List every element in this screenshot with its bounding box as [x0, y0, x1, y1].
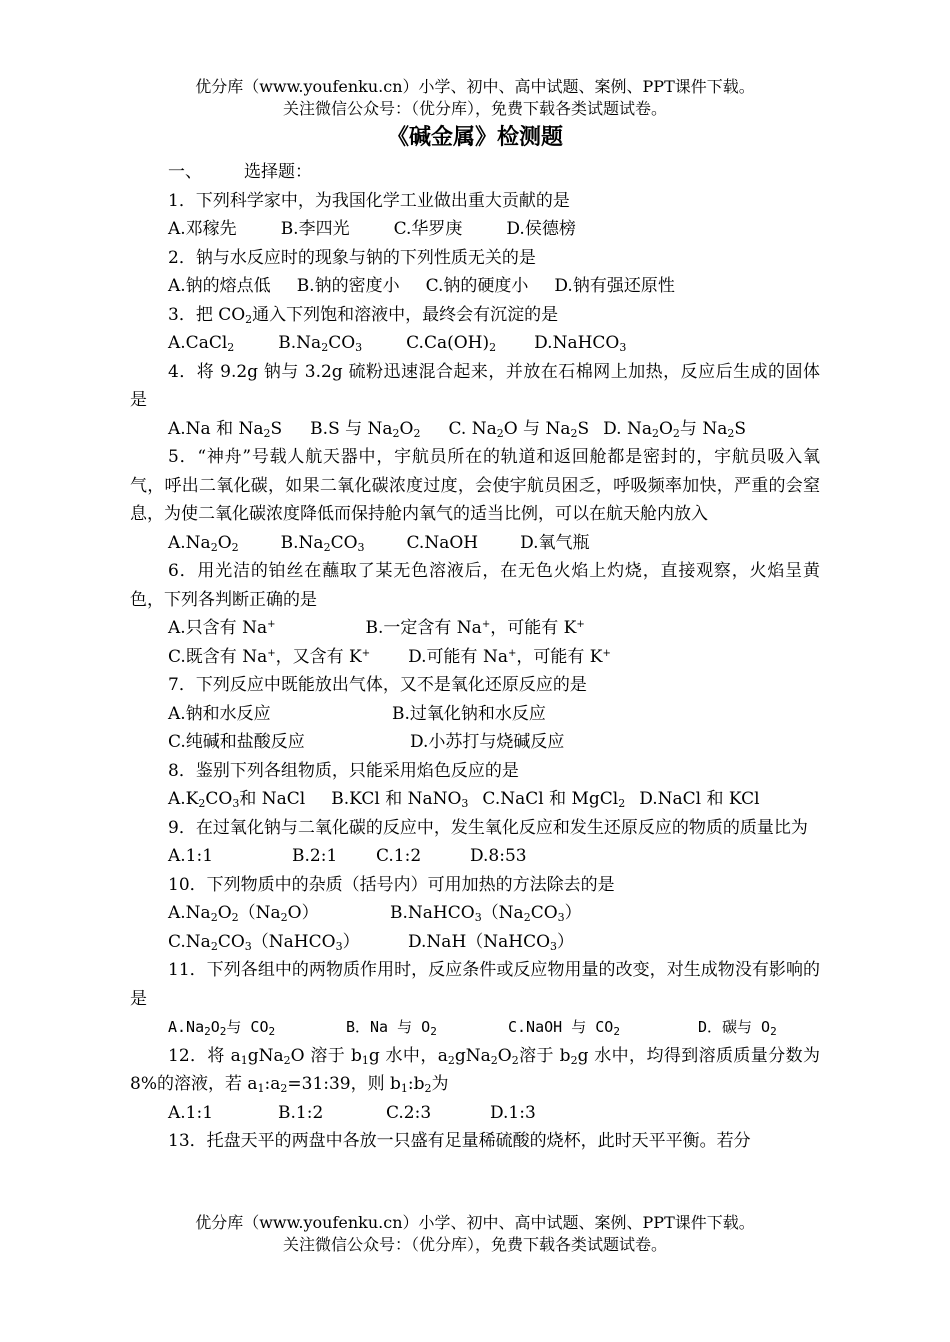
- options-5: $A.Na_2O_2$ $B.Na_2CO_3$ C.NaOH D.氧气瓶: [168, 532, 590, 554]
- options-3: A.CaCl$_2$ $B.Na_2CO_3$ $C.Ca(OH)_2$ D.NaHCO$_3$: [168, 333, 627, 354]
- question-7: 7．下列反应中既能放出气体，又不是氧化还原反应的是: [168, 675, 587, 695]
- question-5: 5．“神舟”号载人航天器中，宇航员所在的轨道和返回舱都是密封的，宇航员吸入氧气，呼出二氧化碳，如果二氧化碳浓度过度，会使宇航员困乏，呼吸频率加快，严重的会窒息，为使二氧化碳浓度降低而保持舱内氧气的适当比例，可以在航天舱内放入: [130, 447, 820, 524]
- options-7-row-2: C.纯碱和盐酸反应 D.小苏打与烧碱反应: [168, 732, 565, 752]
- header-line-1: 优分库（www.youfenku.cn）小学、初中、高中试题、案例、PPT课件下载。: [195, 77, 755, 96]
- options-2: A.钠的熔点低 B.钠的密度小 C.钠的硬度小 D.钠有强还原性: [168, 276, 675, 296]
- question-13: 13．托盘天平的两盘中各放一只盛有足量稀硫酸的烧杯，此时天平平衡。若分: [168, 1131, 751, 1151]
- options-6-row-1: A.只含有 Na+ B.一定含有 Na+，可能有 K+: [168, 618, 585, 638]
- footer-line-1: 优分库（www.youfenku.cn）小学、初中、高中试题、案例、PPT课件下载。: [195, 1213, 755, 1232]
- question-10: 10．下列物质中的杂质（括号内）可用加热的方法除去的是: [168, 874, 615, 895]
- options-12: A.1:1 B.1:2 C.2:3 D.1:3: [168, 1102, 536, 1123]
- options-8: $A.K_2CO_3$和 NaCl B.KCl 和 NaNO$_3$ C.NaCl 和 MgCl$_2$ D.NaCl 和 KCl: [168, 789, 760, 810]
- options-7-row-1: A.钠和水反应 B.过氧化钠和水反应: [168, 703, 546, 724]
- options-10-row-1: $A.Na_2O_2(Na_2O)$ $B.NaHCO_3(Na_2CO_3)$: [168, 903, 582, 924]
- page-title: 《碱金属》检测题: [386, 124, 563, 150]
- footer-line-2: 关注微信公众号：（优分库），免费下载各类试题试卷。: [282, 1235, 667, 1254]
- question-11: 11．下列各组中的两物质作用时，反应条件或反应物用量的改变，对生成物没有影响的是: [130, 960, 820, 1009]
- options-6-row-2: C.既含有 Na+，又含有 K+ D.可能有 Na+，可能有 K+: [168, 646, 611, 667]
- question-8: 8．鉴别下列各组物质，只能采用焰色反应的是: [168, 760, 519, 781]
- options-9: A.1:1 B.2:1 C.1:2 D.8:53: [168, 846, 527, 866]
- question-4: 4．将 9.2g 钠与 3.2g 硫粉迅速混合起来，并放在石棉网上加热，反应后生成的固体是: [130, 361, 820, 410]
- question-9: 9．在过氧化钠与二氧化碳的反应中，发生氧化反应和发生还原反应的物质的质量比为: [168, 817, 808, 838]
- section-heading: 一、 选择题：: [168, 162, 312, 182]
- options-11: $A.Na_2O_2$与 $CO_2$ B．Na 与 $O_2$ C.NaOH 与 $CO_2$ D．碳与 $O_2$: [168, 1018, 777, 1038]
- options-4: A.Na 和 $Na_2S$ B.S 与 $Na_2O_2$ C. $Na_2O$ 与 $Na_2S$ D. $Na_2O_2$与 $Na_2S$: [168, 418, 746, 440]
- options-1: A.邓稼先 B.李四光 C.华罗庚 D.侯德榜: [168, 219, 576, 239]
- question-12: 12．将 $a_1gNa_2O$ 溶于 $b_1g$ 水中，$a_2gNa_2O_2$溶于 $b_2g$ 水中，均得到溶质质量分数为 8%的溶液，若 $a_1:a_2=31:39$，则 $b_1:b_2$为: [130, 1045, 820, 1095]
- question-2: 2．钠与水反应时的现象与钠的下列性质无关的是: [168, 247, 536, 268]
- question-list: [130, 158, 820, 1156]
- question-1: 1．下列科学家中，为我国化学工业做出重大贡献的是: [168, 190, 570, 211]
- options-10-row-2: $C.Na_2CO_3(NaHCO_3)$ D.NaH（NaHCO$_3$）: [168, 931, 575, 953]
- question-3: 3．把 $CO_2$通入下列饱和溶液中，最终会有沉淀的是: [168, 304, 559, 326]
- question-6: 6．用光洁的铂丝在蘸取了某无色溶液后，在无色火焰上灼烧，直接观察，火焰呈黄色，下列各判断正确的是: [130, 561, 820, 610]
- header-line-2: 关注微信公众号：（优分库），免费下载各类试题试卷。: [282, 99, 667, 118]
